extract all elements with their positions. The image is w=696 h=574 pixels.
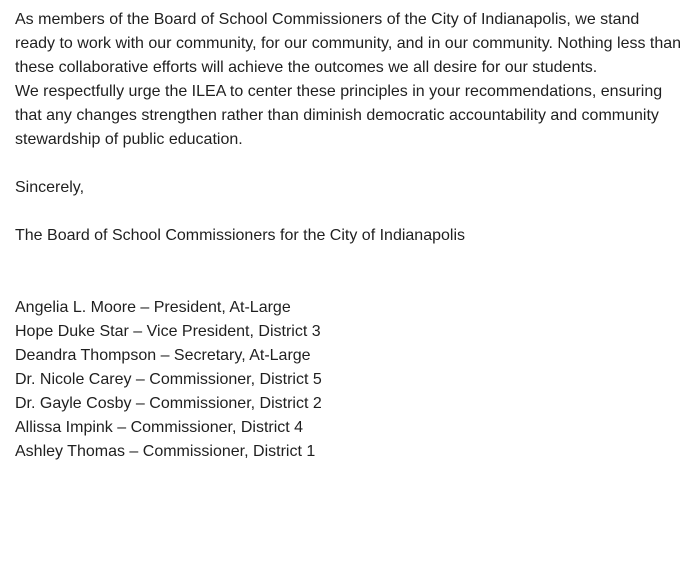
signatory-deandra-thompson: Deandra Thompson – Secretary, At-Large [15,347,311,364]
signatory-nicole-carey: Dr. Nicole Carey – Commissioner, District 5 [15,371,322,388]
letter-body [15,8,683,464]
signatory-ashley-thomas: Ashley Thomas – Commissioner, District 1 [15,443,316,460]
signatory-list [15,296,683,464]
body-paragraph-line-1: As members of the Board of School Commissioners of the City of Indianapolis, we stand ready to work with our community, for our community, and in our community. Nothing less than these collaborative efforts will achieve the outcomes we all desire for our students. [15,11,682,76]
signatory-hope-duke-star: Hope Duke Star – Vice President, District 3 [15,323,321,340]
body-paragraph [15,8,683,152]
closing: Sincerely, [15,179,85,196]
signatory-angelia-moore: Angelia L. Moore – President, At-Large [15,299,291,316]
signatory-gayle-cosby: Dr. Gayle Cosby – Commissioner, District 2 [15,395,322,412]
body-paragraph-line-2: We respectfully urge the ILEA to center these principles in your recommendations, ensuring that any changes strengthen rather than diminish democratic accountability and community stewardship of public education. [15,83,663,148]
signatory-allissa-impink: Allissa Impink – Commissioner, District 4 [15,419,304,436]
sender: The Board of School Commissioners for the City of Indianapolis [15,227,465,244]
